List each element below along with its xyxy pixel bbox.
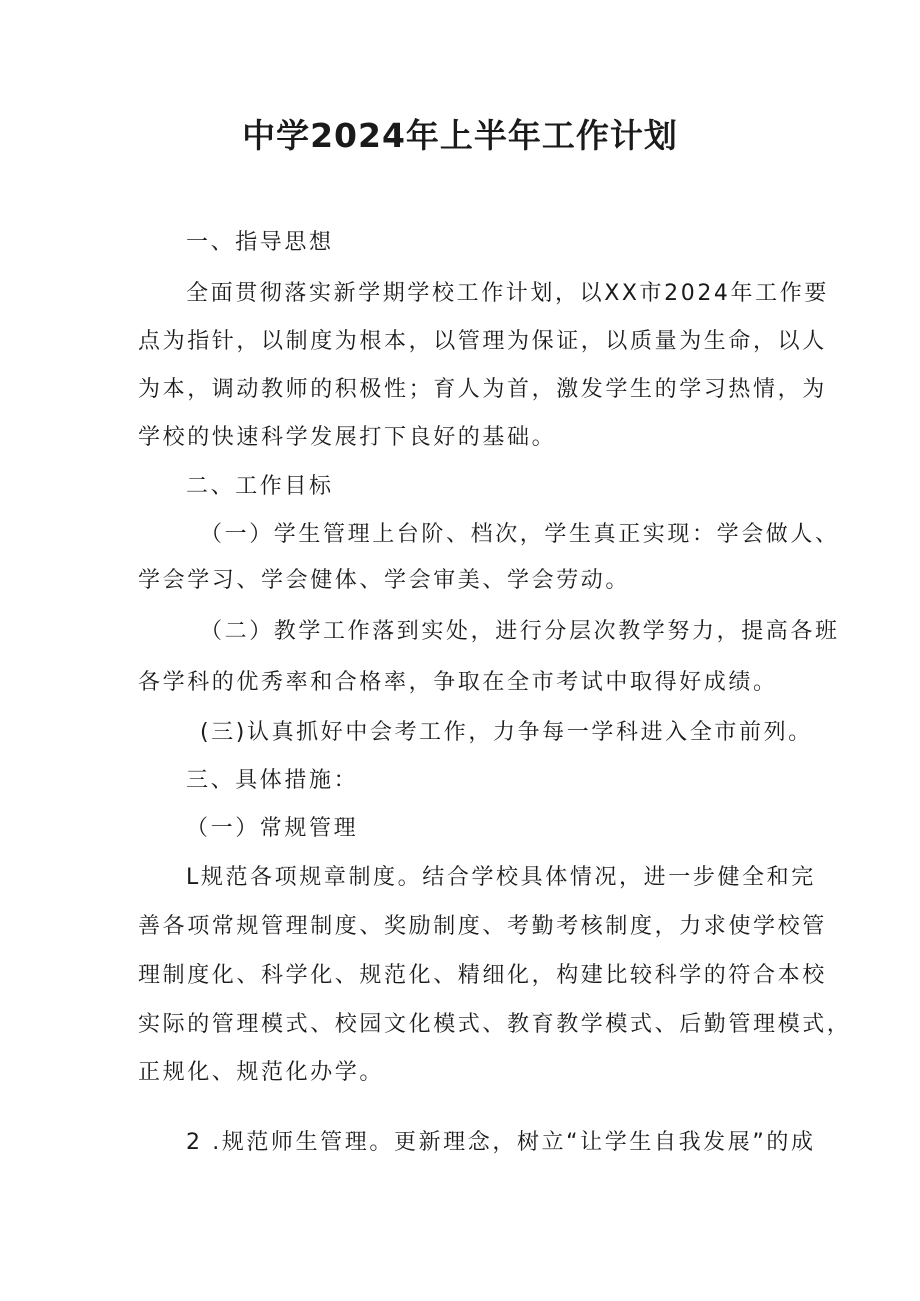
paragraph-line: 正规化、规范化办学。	[138, 1060, 385, 1085]
subsection-heading-routine-management: （一）常规管理	[186, 816, 359, 841]
section-heading-work-goals: 二、工作目标	[186, 474, 334, 499]
paragraph-line: 实际的管理模式、校园文化模式、教育教学模式、后勤管理模式，	[138, 1012, 852, 1037]
paragraph-line: 全面贯彻落实新学期学校工作计划，以XX市2024年工作要	[186, 281, 829, 306]
document-title: 中学2024年上半年工作计划	[242, 116, 678, 155]
paragraph-line: L规范各项规章制度。结合学校具体情况，进一步健全和完	[186, 865, 816, 890]
paragraph-line: 学校的快速科学发展打下良好的基础。	[138, 425, 557, 450]
paragraph-line: （二）教学工作落到实处，进行分层次教学努力，提高各班	[200, 619, 840, 644]
paragraph-line: 学会学习、学会健体、学会审美、学会劳动。	[138, 568, 631, 593]
section-heading-guiding-thought: 一、指导思想	[186, 230, 334, 255]
paragraph-line: （一）学生管理上台阶、档次，学生真正实现：学会做人、	[200, 522, 840, 547]
paragraph-line: 为本，调动教师的积极性；育人为首，激发学生的学习热情，为	[138, 377, 827, 402]
section-heading-measures: 三、具体措施：	[186, 768, 359, 793]
paragraph-line: 善各项常规管理制度、奖励制度、考勤考核制度，力求使学校管	[138, 914, 827, 939]
paragraph-line: 理制度化、科学化、规范化、精细化，构建比较科学的符合本校	[138, 963, 827, 988]
paragraph-line: 2 .规范师生管理。更新理念，树立“让学生自我发展”的成	[186, 1130, 816, 1155]
paragraph-line: 点为指针，以制度为根本，以管理为保证，以质量为生命，以人	[138, 329, 827, 354]
paragraph-line: (三)认真抓好中会考工作，力争每一学科进入全市前列。	[200, 720, 813, 745]
paragraph-line: 各学科的优秀率和合格率，争取在全市考试中取得好成绩。	[138, 670, 778, 695]
